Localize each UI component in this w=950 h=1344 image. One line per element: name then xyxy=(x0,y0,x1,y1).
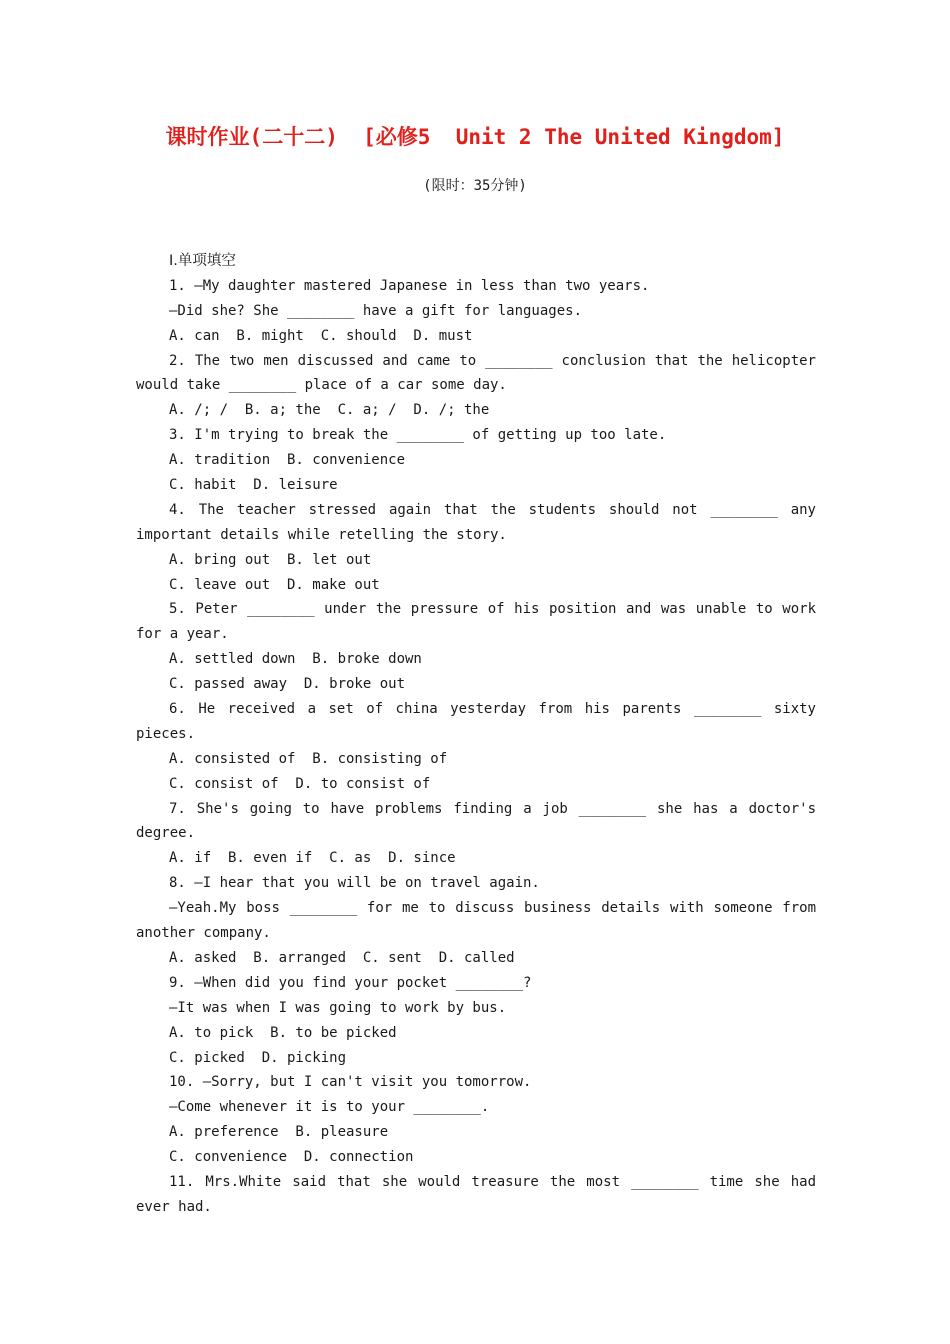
question-line: —It was when I was going to work by bus. xyxy=(169,999,507,1016)
question-line: 1. —My daughter mastered Japanese in less than two years. xyxy=(169,277,650,294)
question-line: 3. I'm trying to break the ________ of getting up too late. xyxy=(169,427,667,444)
question-line: 11. Mrs.White said that she would treasure the most ________ time she had xyxy=(169,1173,816,1190)
answer-options: C. convenience D. connection xyxy=(169,1149,414,1166)
question-line: important details while retelling the story. xyxy=(136,526,507,543)
question-line: —Come whenever it is to your ________. xyxy=(169,1099,490,1116)
question-line: ever had. xyxy=(136,1198,212,1215)
question-line: for a year. xyxy=(136,626,229,643)
answer-options: A. bring out B. let out xyxy=(169,551,372,568)
question-line: —Did she? She ________ have a gift for languages. xyxy=(169,302,583,319)
question-line: another company. xyxy=(136,925,271,942)
answer-options: C. consist of D. to consist of xyxy=(169,775,431,792)
time-limit: (限时：35分钟) xyxy=(423,178,527,194)
answer-options: A. preference B. pleasure xyxy=(169,1124,389,1141)
answer-options: A. /; / B. a; the C. a; / D. /; the xyxy=(169,402,490,419)
answer-options: A. settled down B. broke down xyxy=(169,651,422,668)
question-line: pieces. xyxy=(136,725,196,742)
question-line: degree. xyxy=(136,825,196,842)
answer-options: C. leave out D. make out xyxy=(169,576,380,593)
answer-options: A. if B. even if C. as D. since xyxy=(169,850,456,867)
question-line: 6. He received a set of china yesterday from his parents ________ sixty xyxy=(169,701,816,718)
page-title: 课时作业(二十二) [必修5 Unit 2 The United Kingdom] xyxy=(165,125,785,149)
question-line: 4. The teacher stressed again that the students should not ________ any xyxy=(169,501,816,518)
answer-options: C. passed away D. broke out xyxy=(169,676,406,693)
question-line: 10. —Sorry, but I can't visit you tomorrow. xyxy=(169,1074,532,1091)
question-line: —Yeah.My boss ________ for me to discuss business details with someone from xyxy=(169,900,816,917)
answer-options: A. tradition B. convenience xyxy=(169,452,406,469)
exercise-body xyxy=(136,249,816,1220)
answer-options: A. to pick B. to be picked xyxy=(169,1024,397,1041)
answer-options: C. picked D. picking xyxy=(169,1049,347,1066)
question-line: 2. The two men discussed and came to ________ conclusion that the helicopter xyxy=(169,352,816,369)
section-heading: Ⅰ.单项填空 xyxy=(169,253,236,269)
answer-options: A. can B. might C. should D. must xyxy=(169,327,473,344)
question-line: 9. —When did you find your pocket ________? xyxy=(169,974,532,991)
question-line: 8. —I hear that you will be on travel again. xyxy=(169,875,540,892)
answer-options: C. habit D. leisure xyxy=(169,477,338,494)
question-line: 5. Peter ________ under the pressure of his position and was unable to work xyxy=(169,601,816,618)
question-line: would take ________ place of a car some day. xyxy=(136,377,507,394)
question-line: 7. She's going to have problems finding a job ________ she has a doctor's xyxy=(169,800,816,817)
answer-options: A. asked B. arranged C. sent D. called xyxy=(169,949,515,966)
answer-options: A. consisted of B. consisting of xyxy=(169,750,448,767)
